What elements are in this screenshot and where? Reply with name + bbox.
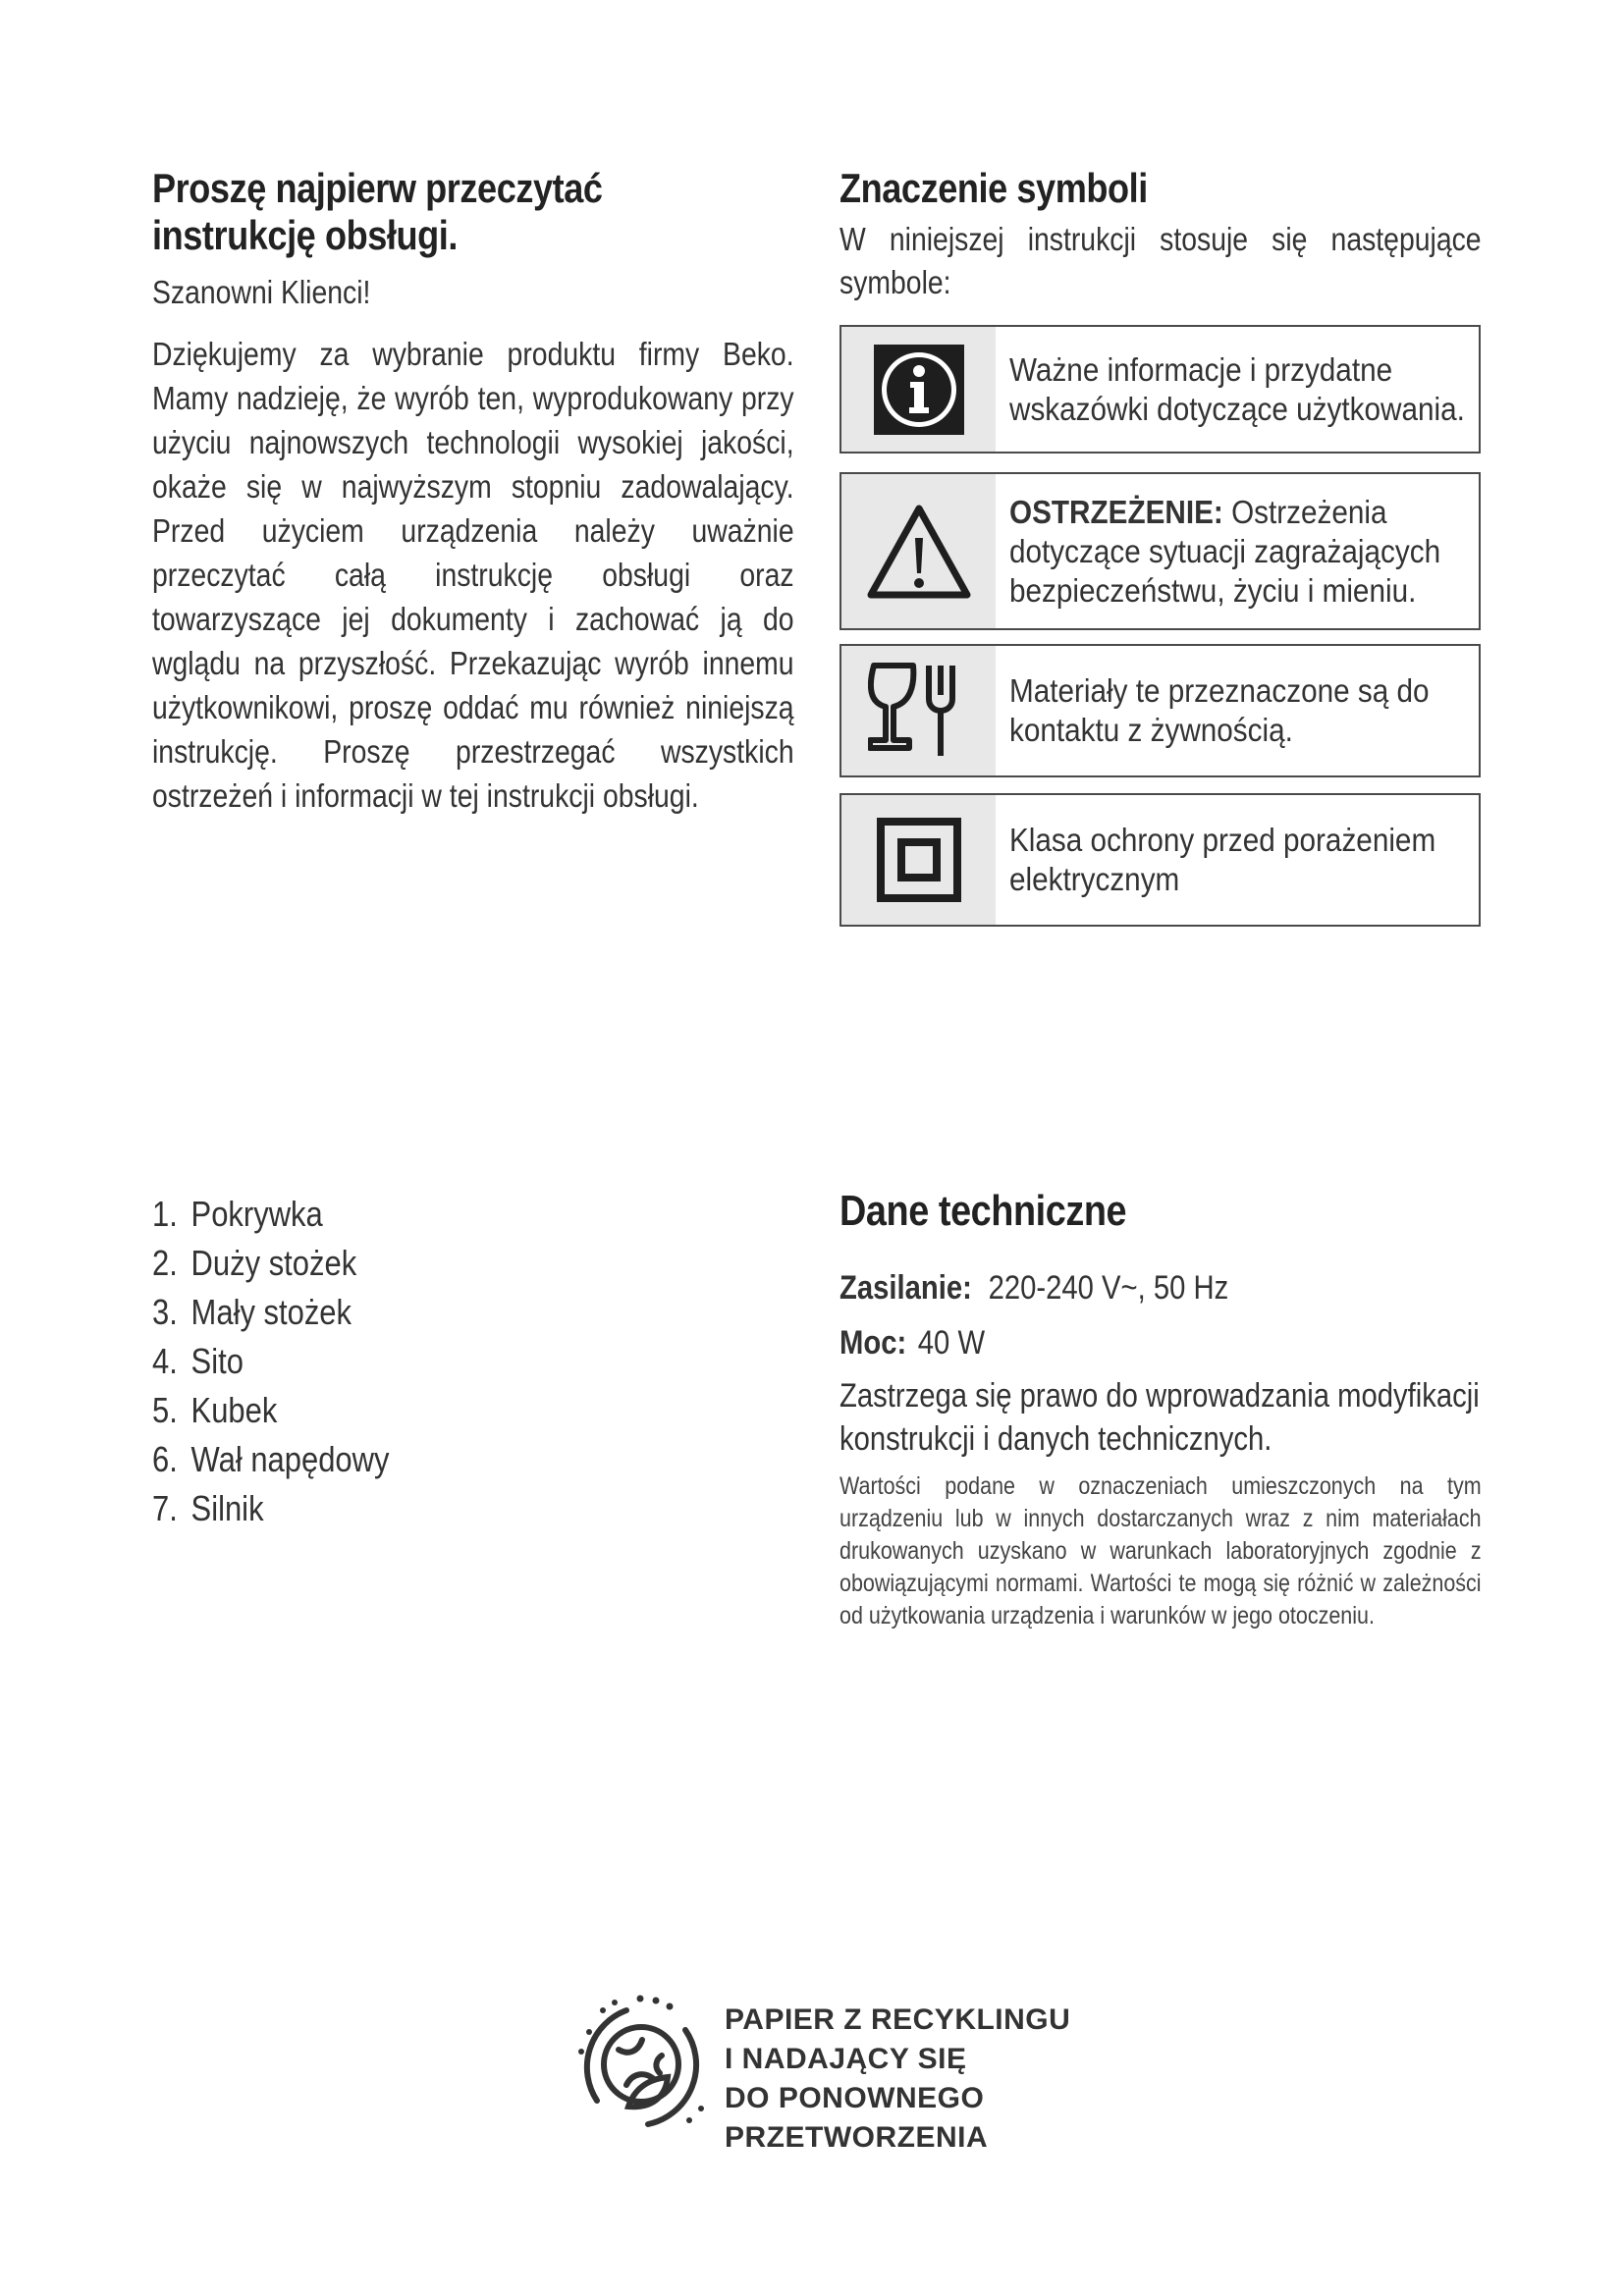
intro-section: [152, 165, 795, 818]
parts-section: [152, 1190, 643, 1533]
list-item: 2. Duży stożek: [152, 1243, 357, 1283]
lab-note: Wartości podane w oznaczeniach umieszczonych na tym urządzeniu lub w innych dostarczanych wraz z nim materiałach drukowanych uzyskano w warunkach laboratoryjnych zgodnie z obowiązującymi normami. Wartości te mogą się różnić w zależności od użytkowania urządzenia i warunków w jego otoczeniu.: [839, 1472, 1482, 1629]
warning-icon: [865, 503, 973, 601]
parts-list: [152, 1190, 574, 1533]
power-label: Moc:: [839, 1324, 907, 1362]
power-supply-row: [839, 1266, 1482, 1309]
double-insulation-icon: [877, 818, 961, 902]
power-value: 40 W: [917, 1324, 986, 1362]
power-supply-value: 220-240 V~, 50 Hz: [988, 1269, 1229, 1307]
recycling-line2: I NADAJĄCY SIĘ: [725, 2043, 967, 2075]
symbol-row-info: [839, 325, 1481, 454]
list-item: 6. Wał napędowy: [152, 1439, 390, 1479]
specs-section: [839, 1188, 1483, 1632]
list-item: 7. Silnik: [152, 1488, 264, 1528]
list-item: 5. Kubek: [152, 1390, 278, 1430]
symbol-text-insulation: Klasa ochrony przed porażeniem elektrycznym: [1009, 822, 1436, 897]
recycling-line3: DO PONOWNEGO: [725, 2082, 985, 2114]
symbol-icon-cell: [841, 795, 996, 925]
symbols-section: [839, 165, 1483, 304]
list-item: 1. Pokrywka: [152, 1194, 323, 1234]
symbol-text-warning: Ostrzeżenia dotyczące sytuacji zagrażających bezpieczeństwu, życiu i mieniu.: [1009, 493, 1441, 609]
list-item: 4. Sito: [152, 1341, 244, 1381]
intro-title-line1: Proszę najpierw przeczytać: [152, 165, 603, 211]
symbol-text-info: Ważne informacje i przydatne wskazówki dotyczące użytkowania.: [1009, 350, 1465, 427]
intro-title: [152, 165, 794, 259]
info-icon: [874, 345, 964, 435]
greeting: Szanowni Klienci!: [152, 274, 371, 310]
symbols-title: Znaczenie symboli: [839, 165, 1148, 211]
symbol-row-food: [839, 644, 1481, 777]
recycling-line4: PRZETWORZENIA: [725, 2121, 989, 2154]
specs-title: Dane techniczne: [839, 1187, 1127, 1235]
list-item: 3. Mały stożek: [152, 1292, 352, 1332]
symbol-icon-cell: [841, 327, 996, 452]
symbol-row-warning: [839, 472, 1481, 630]
intro-body: Dziękujemy za wybranie produktu firmy Beko. Mamy nadzieję, że wyrób ten, wyprodukowany przy użyciu najnowszych technologii wysokiej jakości, okaże się w najwyższym stopniu zadowalający. Przed użyciem urządzenia należy uważnie przeczytać całą instrukcję obsługi oraz towarzyszące jej dokumenty i zachować ją do wglądu na przyszłość. Przekazując wyrób innemu użytkownikowi, proszę oddać mu również niniejszą instrukcję. Proszę przestrzegać wszystkich ostrzeżeń i informacji w tej instrukcji obsługi.: [152, 336, 794, 814]
food-contact-icon: [868, 662, 970, 760]
symbols-intro: W niniejszej instrukcji stosuje się następujące symbole:: [839, 221, 1482, 300]
warning-label: OSTRZEŻENIE:: [1009, 493, 1223, 530]
recycling-line1: PAPIER Z RECYKLINGU: [725, 2003, 1071, 2036]
symbol-icon-cell: [841, 474, 996, 628]
power-row: [839, 1321, 1482, 1364]
modification-note: Zastrzega się prawo do wprowadzania modyfikacji konstrukcji i danych technicznych.: [839, 1377, 1480, 1458]
symbol-icon-cell: [841, 646, 996, 775]
intro-title-line2: instrukcję obsługi.: [152, 212, 458, 258]
symbol-row-insulation: [839, 793, 1481, 927]
power-supply-label: Zasilanie:: [839, 1269, 972, 1307]
symbol-text-food: Materiały te przeznaczone są do kontaktu z żywnością.: [1009, 672, 1430, 748]
recycling-text: [725, 2001, 1070, 2158]
recycling-badge: [568, 1983, 1117, 2155]
recycled-paper-icon: [568, 1991, 715, 2138]
